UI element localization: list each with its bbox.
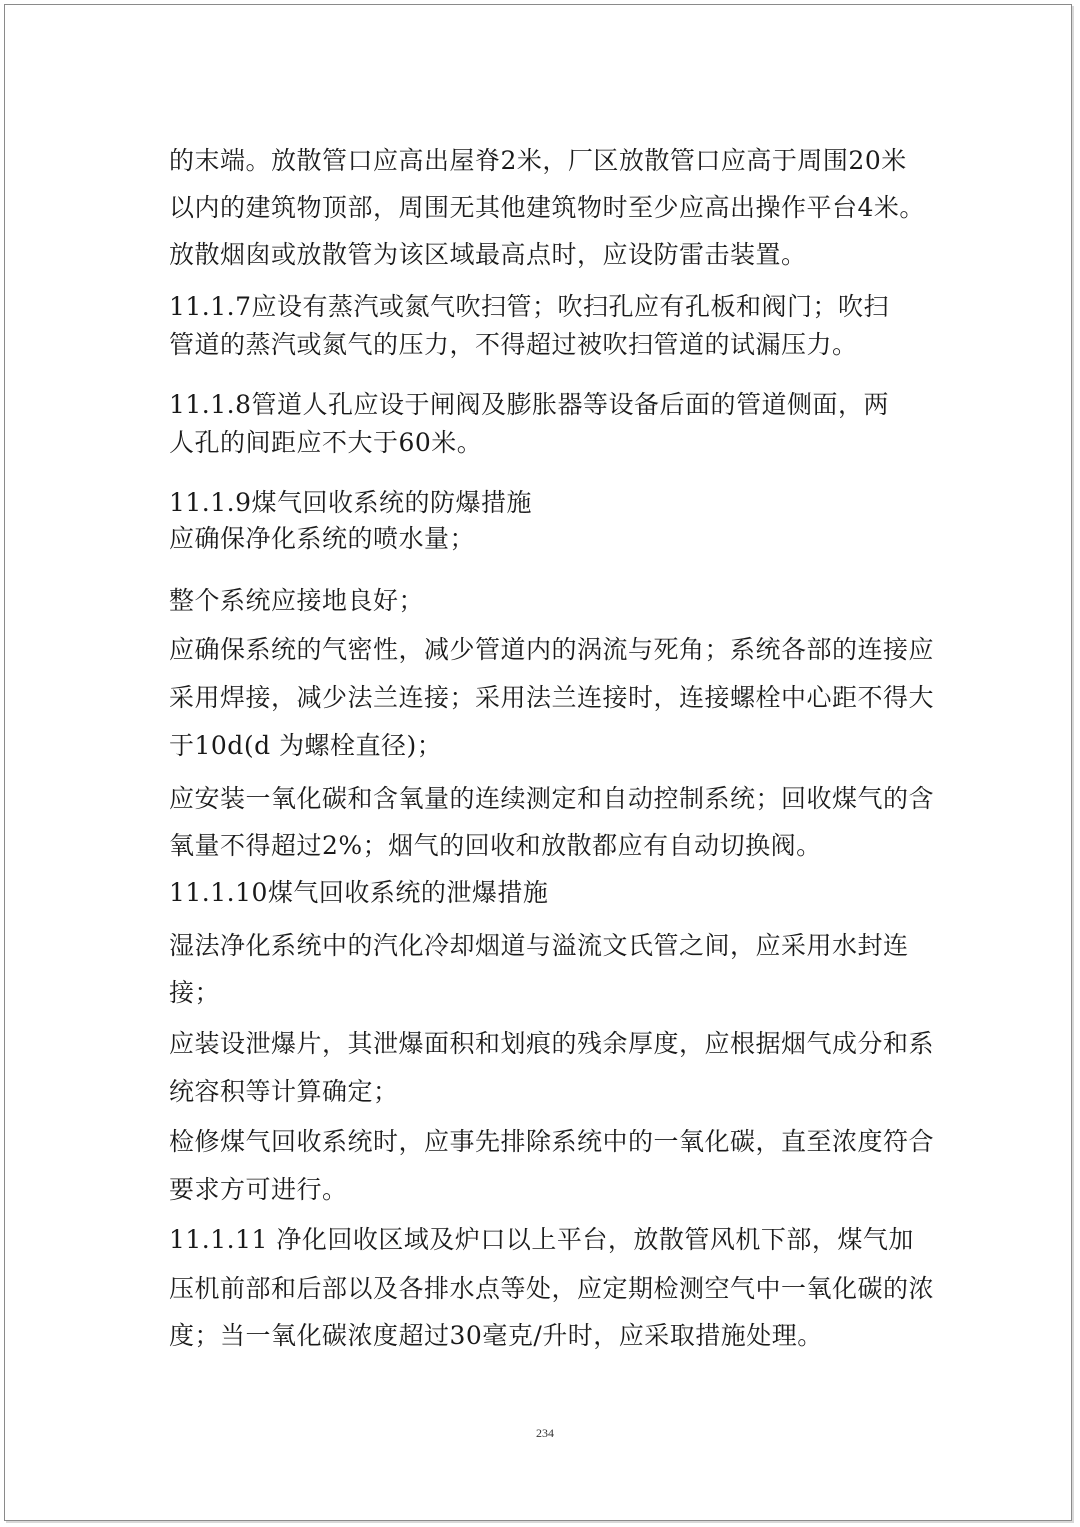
text-line: 整个系统应接地良好；: [169, 586, 425, 615]
text-line: 应安装一氧化碳和含氧量的连续测定和自动控制系统；回收煤气的含: [169, 784, 935, 813]
text-line: 度；当一氧化碳浓度超过30毫克/升时，应采取措施处理。: [169, 1321, 823, 1350]
text-line: 氧量不得超过2%；烟气的回收和放散都应有自动切换阀。: [169, 831, 822, 860]
clause-11-1-9-heading: 11.1.9煤气回收系统的防爆措施: [169, 488, 533, 517]
text-line: 以内的建筑物顶部，周围无其他建筑物时至少应高出操作平台4米。: [169, 193, 925, 222]
text-line: 检修煤气回收系统时，应事先排除系统中的一氧化碳，直至浓度符合: [169, 1127, 935, 1156]
text-line: 放散烟囱或放散管为该区域最高点时，应设防雷击装置。: [169, 240, 807, 269]
text-line: 的末端。放散管口应高出屋脊2米，厂区放散管口应高于周围20米: [169, 146, 907, 175]
text-line: 于10d(d 为螺栓直径)；: [169, 731, 443, 760]
text-line: 湿法净化系统中的汽化冷却烟道与溢流文氏管之间，应采用水封连: [169, 931, 909, 960]
text-line: 要求方可进行。: [169, 1175, 348, 1204]
text-line: 应装设泄爆片，其泄爆面积和划痕的残余厚度，应根据烟气成分和系: [169, 1029, 935, 1058]
document-page: [4, 4, 1072, 1521]
clause-11-1-11: 11.1.11 净化回收区域及炉口以上平台，放散管风机下部，煤气加: [169, 1225, 914, 1254]
text-line: 接；: [169, 978, 221, 1007]
clause-11-1-10-heading: 11.1.10煤气回收系统的泄爆措施: [169, 878, 549, 907]
page-number: 234: [536, 1426, 554, 1440]
clause-11-1-8: 11.1.8管道人孔应设于闸阀及膨胀器等设备后面的管道侧面，两: [169, 390, 890, 419]
text-line: 统容积等计算确定；: [169, 1077, 399, 1106]
text-line: 管道的蒸汽或氮气的压力，不得超过被吹扫管道的试漏压力。: [169, 330, 858, 359]
clause-11-1-7: 11.1.7应设有蒸汽或氮气吹扫管；吹扫孔应有孔板和阀门；吹扫: [169, 292, 890, 321]
text-line: 应确保净化系统的喷水量；: [169, 524, 476, 553]
text-line: 应确保系统的气密性，减少管道内的涡流与死角；系统各部的连接应: [169, 635, 935, 664]
text-line: 采用焊接，减少法兰连接；采用法兰连接时，连接螺栓中心距不得大: [169, 683, 935, 712]
text-line: 压机前部和后部以及各排水点等处，应定期检测空气中一氧化碳的浓: [169, 1274, 935, 1303]
text-line: 人孔的间距应不大于60米。: [169, 428, 483, 457]
